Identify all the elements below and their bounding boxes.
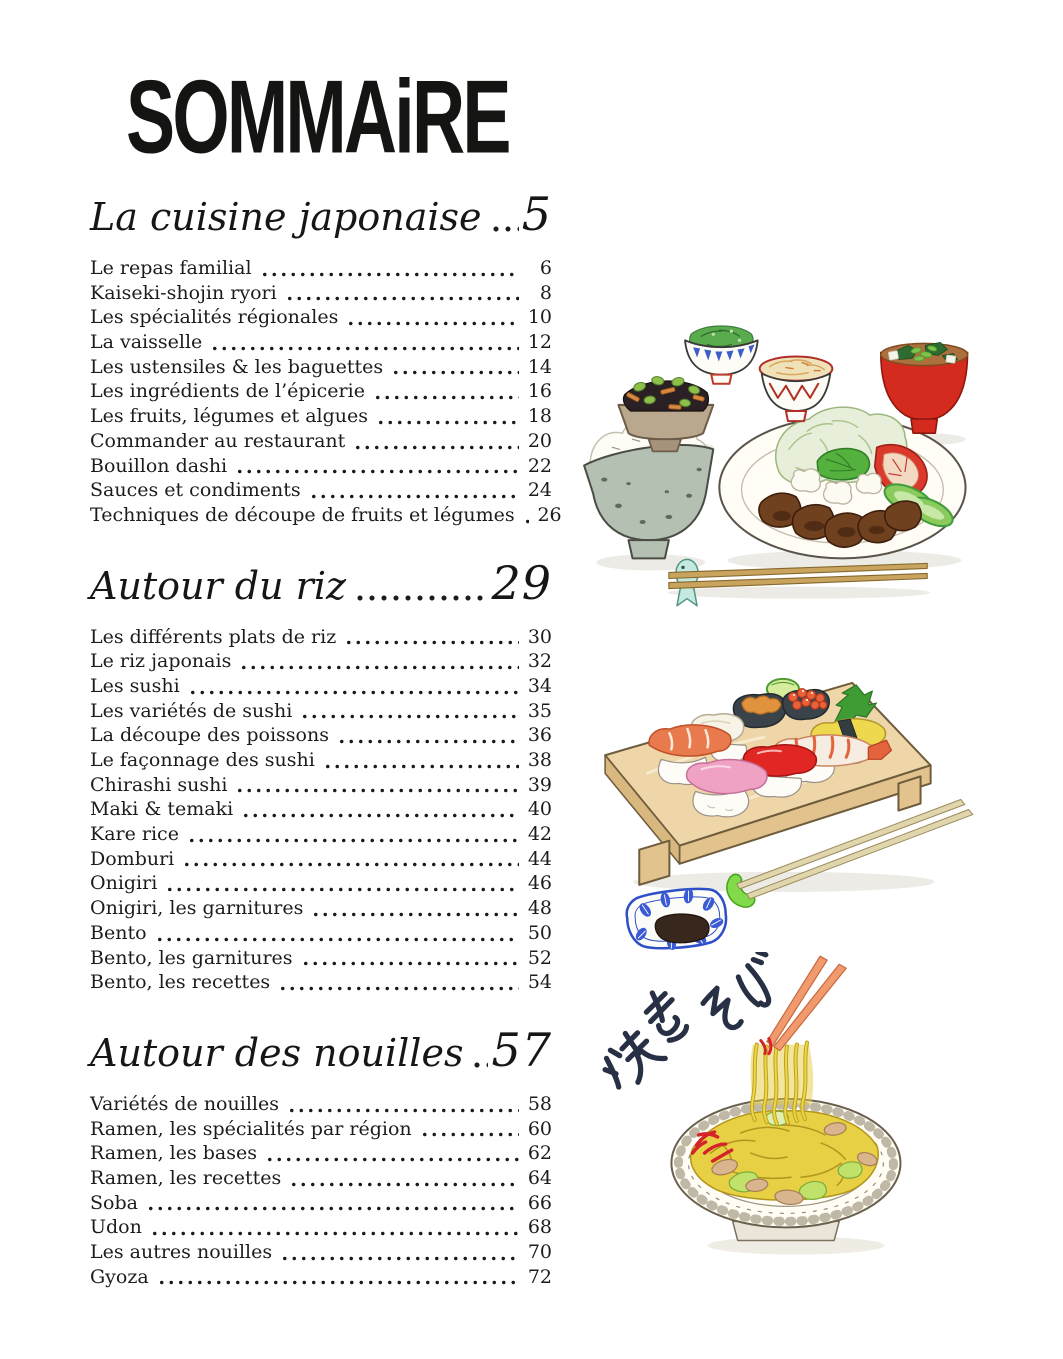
entry-page-number: 54 [527,971,552,994]
toc-entry [90,1240,552,1265]
entry-page-number: 30 [527,625,552,648]
chopsticks [767,956,846,1050]
toc-entry [90,871,552,896]
entry-label: Commander au restaurant [90,429,346,452]
dot-leader [233,454,519,479]
section-page-number: 29 [491,555,552,610]
entry-label: Soba [90,1191,138,1214]
section-title: Autour du riz [90,563,346,608]
dot-leader [144,1191,519,1216]
entry-page-number: 48 [527,897,552,920]
toc-entry [90,748,552,773]
dot-leader [307,478,519,503]
entry-label: Gyoza [90,1265,149,1288]
entry-page-number: 18 [527,405,552,428]
entry-page-number: 40 [527,798,552,821]
entry-page-number: 12 [527,331,552,354]
dot-leader [263,1141,519,1166]
soy-sauce-dish [627,888,726,951]
toc-entry [90,1117,552,1142]
dot-leader [239,797,519,822]
page-title: SOMMAiRE [126,58,509,175]
entry-page-number: 20 [527,429,552,452]
entry-label: Les ingrédients de l’épicerie [90,380,365,403]
entry-label: Les variétés de sushi [90,699,293,722]
toc-entry [90,355,552,380]
entry-label: Kare rice [90,823,179,846]
entry-label: Les différents plats de riz [90,625,337,648]
entry-label: Bouillon dashi [90,454,228,477]
dot-leader [285,1092,519,1117]
entry-page-number: 58 [527,1092,552,1115]
toc-entry [90,454,552,479]
entry-page-number: 35 [527,699,552,722]
dot-leader [309,896,519,921]
entry-page-number: 26 [537,503,562,526]
toc-entry [90,699,552,724]
toc-entry [90,773,552,798]
toc-entry [90,674,552,699]
toc-entry [90,330,552,355]
section-entries [90,1092,552,1290]
dot-leader [352,558,488,611]
toc-entry [90,1166,552,1191]
entry-label: Bento, les garnitures [90,946,293,969]
entry-page-number: 14 [527,355,552,378]
dot-leader [469,1025,488,1078]
entry-label: Domburi [90,847,175,870]
dot-leader [278,1240,519,1265]
section-title: Autour des nouilles [90,1030,464,1075]
section-page-number: 57 [491,1022,552,1077]
entry-label: Chirashi sushi [90,773,228,796]
section-entries [90,625,552,995]
toc-entry [90,1141,552,1166]
dot-leader [186,674,519,699]
entry-page-number: 22 [527,454,552,477]
entry-label: Techniques de découpe de fruits et légumes [90,503,515,526]
dot-leader [344,305,519,330]
toc-entry [90,1191,552,1216]
toc-entry [90,723,552,748]
entry-page-number: 8 [539,281,552,304]
entry-label: Ramen, les bases [90,1142,257,1165]
entry-label: Les spécialités régionales [90,306,339,329]
dot-leader [299,946,519,971]
entry-label: Bento, les recettes [90,971,271,994]
entry-page-number: 52 [527,946,552,969]
entry-label: Kaiseki-shojin ryori [90,281,277,304]
toc-section-1 [90,187,562,528]
toc-entry [90,1092,552,1117]
dot-leader [418,1117,519,1142]
table-of-contents [90,58,562,1289]
toc-entry [90,625,552,650]
entry-label: Les ustensiles & les baguettes [90,355,384,378]
toc-entry [90,281,552,306]
entry-page-number: 64 [527,1166,552,1189]
toc-entry [90,847,552,872]
dot-leader [389,355,519,380]
entry-page-number: 70 [527,1241,552,1263]
section-header [90,1022,552,1078]
dot-leader [276,970,519,995]
greens-bowl [685,326,758,384]
yakisoba-illustration [580,952,1017,1314]
toc-entry [90,404,552,429]
entry-label: Sauces et condiments [90,479,301,502]
entry-page-number: 36 [527,724,552,747]
dot-leader [283,281,519,306]
entry-page-number: 39 [527,773,552,796]
sushi-platter-illustration [583,650,1015,958]
entry-page-number: 6 [539,257,552,279]
entry-label: Le riz japonais [90,650,232,673]
entry-page-number: 50 [527,921,552,944]
entry-page-number: 68 [527,1216,552,1239]
entry-page-number: 42 [527,823,552,846]
entry-label: Bento [90,921,147,944]
dot-leader [287,1166,519,1191]
toc-section-3 [90,1022,552,1290]
toc-entry [90,478,552,503]
section-header [90,555,552,611]
toc-entry [90,896,552,921]
toc-entry [90,822,552,847]
dot-leader [342,625,519,650]
section-title: La cuisine japonaise [90,195,482,239]
dot-leader [163,871,519,896]
dot-leader [321,748,519,773]
dot-leader [335,723,519,748]
entry-page-number: 72 [527,1265,552,1288]
toc-entry [90,970,552,995]
entry-page-number: 16 [527,380,552,403]
entry-label: Maki & temaki [90,798,234,821]
section-entries [90,256,562,528]
ikura-gunkan [783,689,830,720]
entry-label: Udon [90,1216,142,1239]
dot-leader [521,503,529,528]
dot-leader [148,1215,519,1240]
section-page-number: 5 [521,187,552,241]
entry-label: Onigiri [90,872,158,895]
toc-entry [90,649,552,674]
entry-page-number: 10 [527,306,552,329]
entry-page-number: 32 [527,650,552,673]
toc-entry [90,256,552,281]
dot-leader [374,404,519,429]
dot-leader [185,822,519,847]
entry-label: Variétés de nouilles [90,1092,279,1115]
dot-leader [233,773,519,798]
entry-label: La vaisselle [90,331,203,354]
dot-leader [371,379,519,404]
toc-entry [90,1215,552,1240]
entry-page-number: 46 [527,872,552,895]
toc-entry [90,921,552,946]
toc-entry [90,429,552,454]
toc-entry [90,1265,552,1290]
dot-leader [298,699,519,724]
dot-leader [155,1265,519,1290]
entry-page-number: 62 [527,1142,552,1165]
entry-label: Les sushi [90,674,180,697]
entry-label: Ramen, les recettes [90,1166,282,1189]
toc-entry [90,379,552,404]
entry-label: Les autres nouilles [90,1241,273,1263]
entry-label: Le façonnage des sushi [90,749,315,771]
entry-label: Le repas familial [90,257,252,279]
entry-page-number: 24 [527,479,552,502]
entry-page-number: 66 [527,1191,552,1214]
toc-entry [90,946,552,971]
dot-leader [208,330,519,355]
dot-leader [258,256,519,281]
entry-label: Onigiri, les garnitures [90,897,304,920]
dot-leader [351,429,519,454]
dot-leader [153,921,519,946]
dot-leader [237,649,519,674]
entry-label: Ramen, les spécialités par région [90,1117,412,1140]
entry-page-number: 60 [527,1117,552,1140]
entry-page-number: 38 [527,749,552,771]
toc-section-2 [90,555,552,995]
toc-entry [90,797,552,822]
entry-label: Les fruits, légumes et algues [90,405,369,428]
dot-leader [180,847,519,872]
entry-label: La découpe des poissons [90,724,329,747]
toc-entry [90,305,552,330]
entry-page-number: 44 [527,847,552,870]
entry-page-number: 34 [527,674,552,697]
japanese-meal-illustration [572,318,1016,616]
toc-entry [90,503,562,528]
